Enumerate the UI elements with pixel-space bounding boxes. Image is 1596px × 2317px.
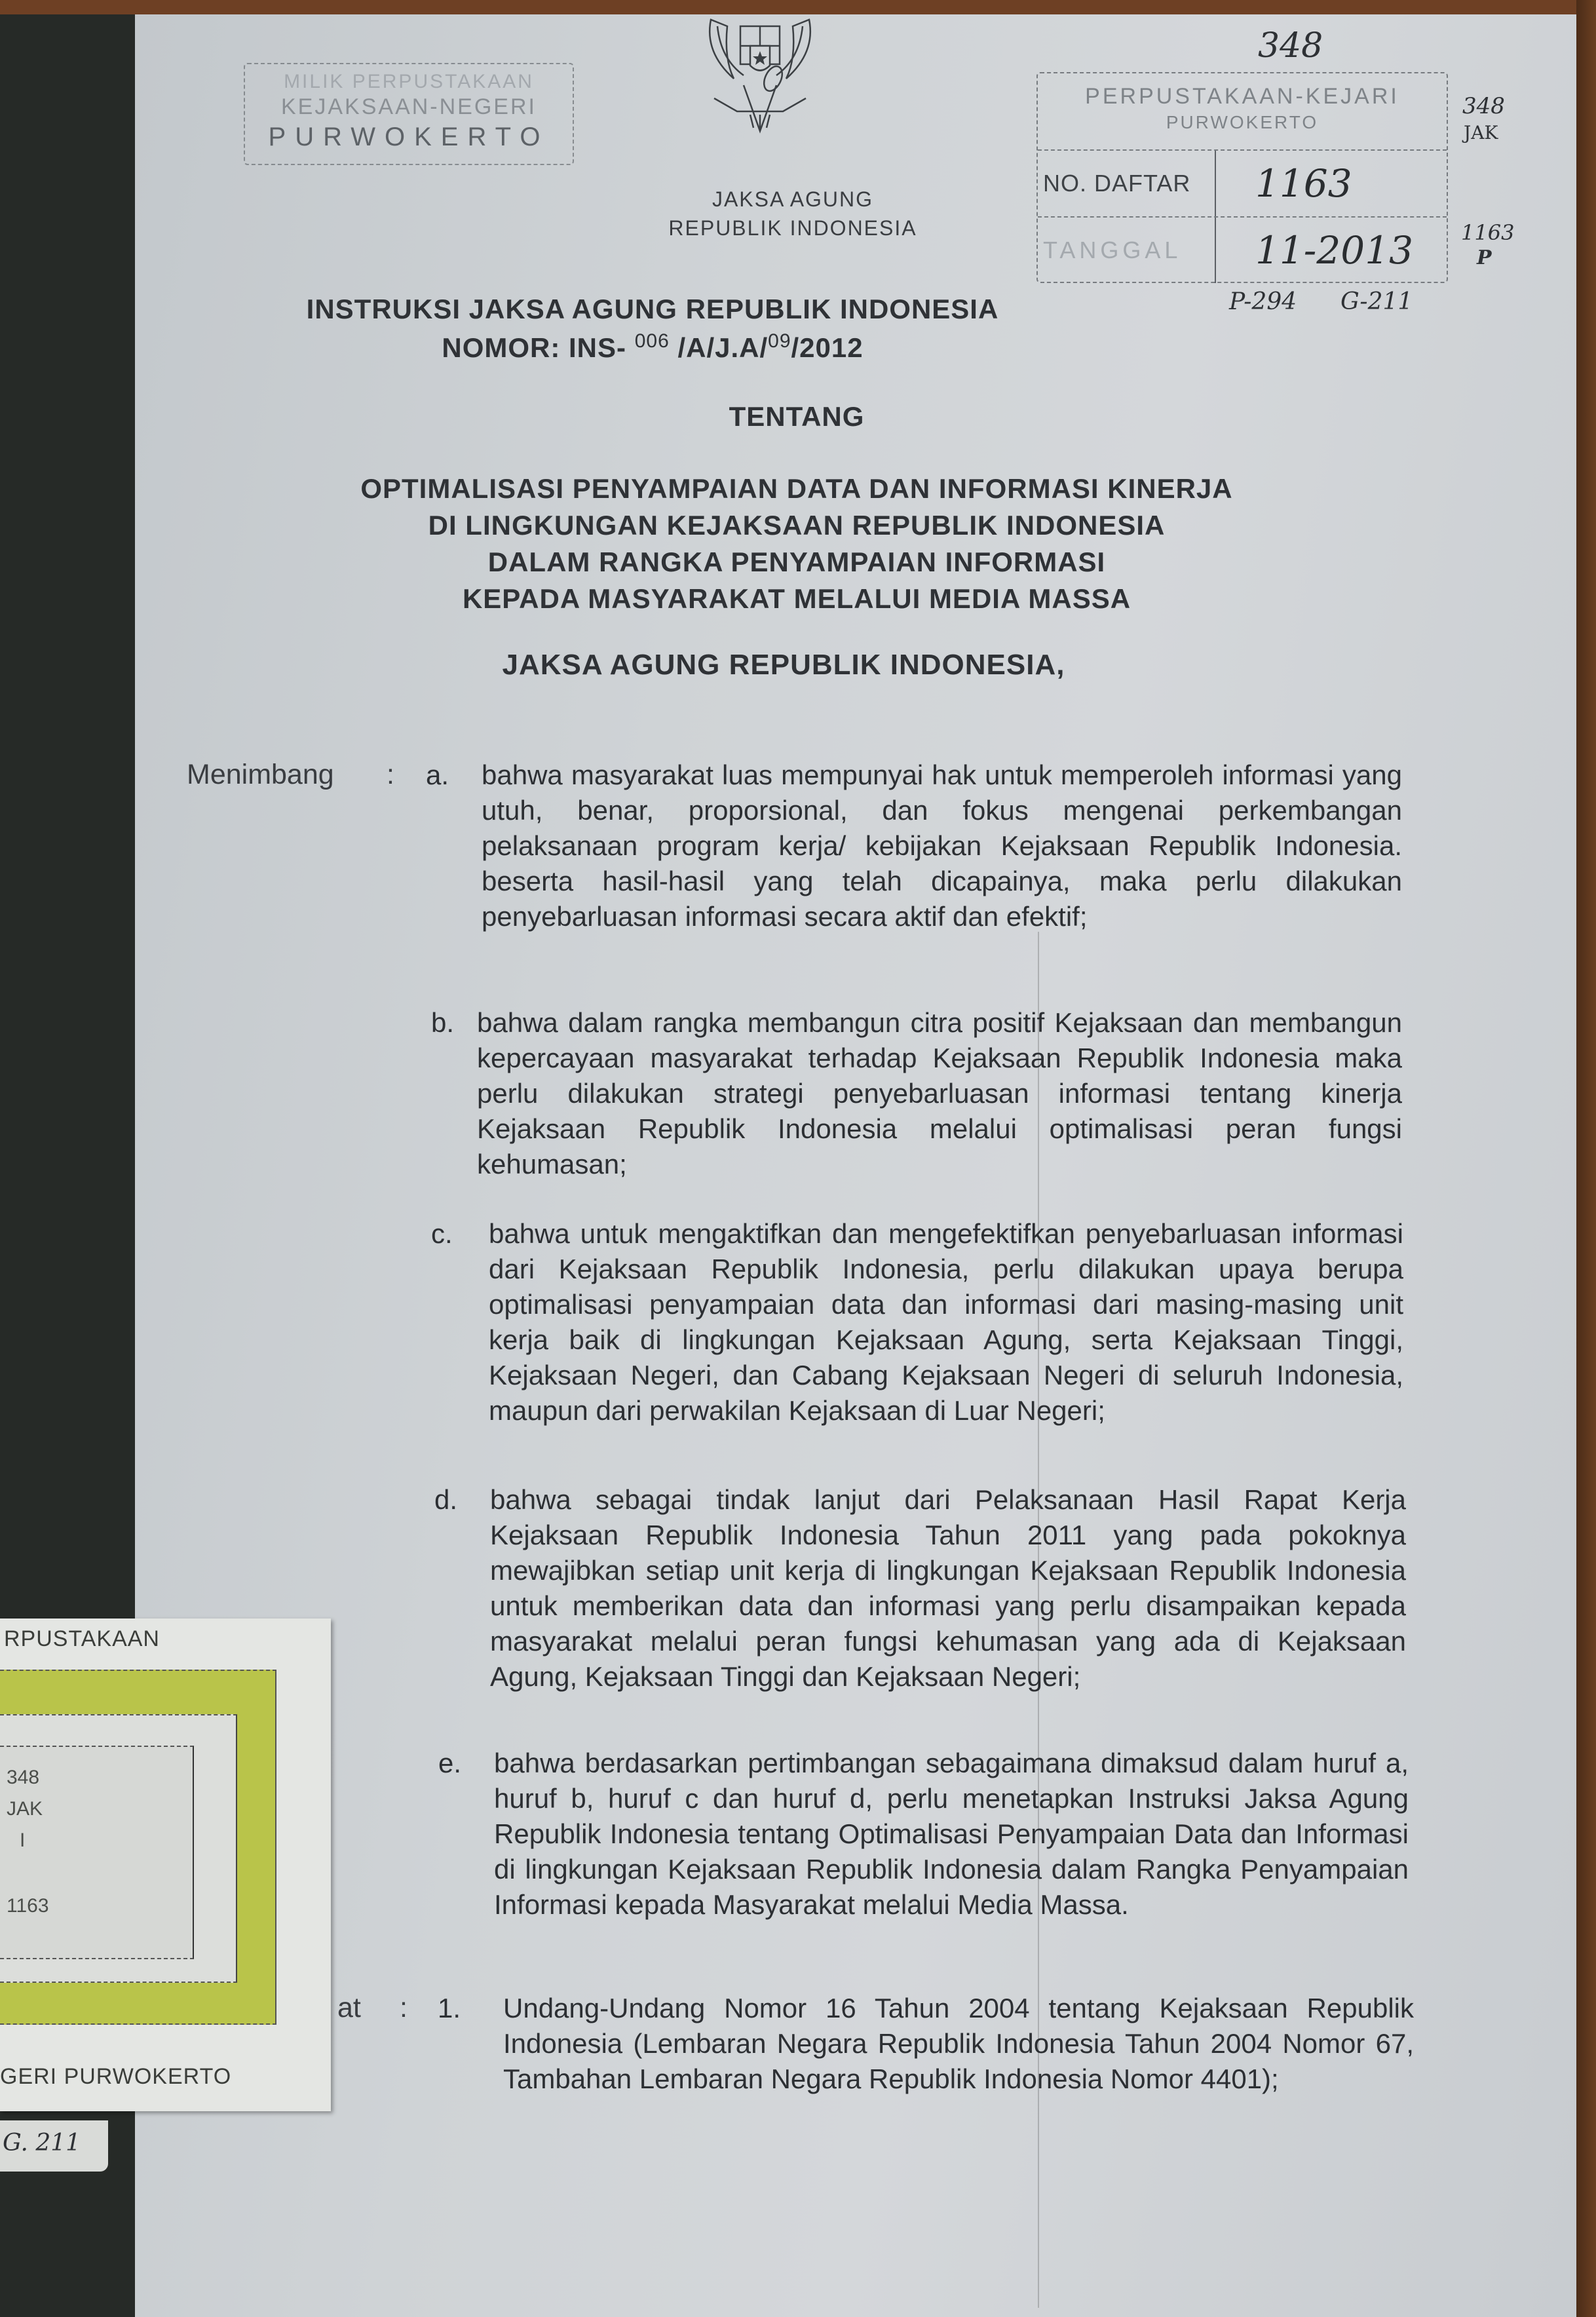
call-number-author: JAK	[7, 1798, 43, 1820]
library-ownership-stamp	[244, 63, 574, 165]
handwritten-side-number: 348	[1462, 93, 1505, 119]
item-text: Undang-Undang Nomor 16 Tahun 2004 tentang Kejaksaan Republik Indonesia (Lembaran Negara Republik Indonesia Tahun 2004 Nomor 67, Tambahan Lembaran Negara Republik Indonesia Nomor 4401);	[503, 1993, 1414, 2094]
item-letter: c.	[431, 1218, 453, 1249]
subject-block	[135, 470, 1576, 617]
item-letter: a.	[426, 759, 449, 790]
letterhead	[622, 185, 963, 242]
handwritten-side-mark: P	[1477, 246, 1492, 269]
wood-surface-right	[1576, 0, 1596, 2317]
handwritten-ref-g: G-211	[1340, 288, 1413, 315]
item-letter: e.	[438, 1748, 462, 1778]
item-number: 1.	[438, 1993, 461, 2023]
item-text: bahwa masyarakat luas mempunyai hak untuk memperoleh informasi yang utuh, benar, proporsional, dan fokus mengenai perkembangan pelaksanaan program kerja/ kebijakan Kejaksaan Republik Indonesia. beserta hasil-hasil yang telah dicapainya, maka perlu dilakukan penyebarluasan informasi secara aktif dan efektif;	[482, 759, 1402, 932]
sticker-frame-inner	[0, 1746, 194, 1959]
item-text: bahwa sebagai tindak lanjut dari Pelaksanaan Hasil Rapat Kerja Kejaksaan Republik Indonesia Tahun 2011 yang pada pokoknya mewajibkan setiap unit kerja di lingkungan Kejaksaan Republik Indonesia untuk memberikan data dan informasi yang perlu disampaikan kepada masyarakat melalui peran fungsi kehumasan yang ada di Kejaksaan Agung, Kejaksaan Tinggi dan Kejaksaan Negeri;	[490, 1484, 1406, 1692]
handwritten-ref-p: P-294	[1229, 288, 1297, 315]
letterhead-line-1: JAKSA AGUNG	[712, 187, 874, 211]
tanggal-label: TANGGAL	[1038, 218, 1216, 283]
item-text: bahwa dalam rangka membangun citra positif Kejaksaan dan membangun kepercayaan masyarakat terhadap Kejaksaan Republik Indonesia maka perlu dilakukan strategi penyebarluasan informasi tentang kinerja Kejaksaan Republik Indonesia melalui optimalisasi peran fungsi kehumasan;	[477, 1007, 1402, 1179]
number-mid: /A/J.A/	[677, 332, 769, 363]
observing-colon: :	[400, 1992, 408, 2023]
subject-line-1: OPTIMALISASI PENYAMPAIAN DATA DAN INFORMASI KINERJA	[360, 473, 1233, 504]
handwritten-top-number: 348	[1258, 26, 1323, 66]
library-registration-stamp	[1036, 72, 1448, 283]
considering-item-a	[426, 757, 1402, 934]
considering-item-c	[431, 1216, 1403, 1428]
observing-item-1	[438, 1991, 1414, 2097]
tanggal-value: 11-2013	[1255, 228, 1414, 273]
shelf-label-text: G. 211	[3, 2130, 81, 2156]
subject-line-3: DALAM RANGKA PENYAMPAIAN INFORMASI	[487, 546, 1106, 577]
number-prefix: NOMOR: INS-	[442, 332, 627, 363]
about-heading: TENTANG	[729, 401, 865, 432]
document-title: INSTRUKSI JAKSA AGUNG REPUBLIK INDONESIA	[306, 294, 999, 324]
number-month: 09	[768, 330, 791, 352]
call-number-register: 1163	[7, 1895, 49, 1917]
library-call-number-sticker	[0, 1618, 331, 2111]
shelf-label	[0, 2120, 108, 2172]
document-number	[135, 330, 1576, 364]
sticker-frame-mid	[0, 1714, 237, 1983]
letterhead-line-2: REPUBLIK INDONESIA	[668, 216, 917, 240]
subject-line-4: KEPADA MASYARAKAT MELALUI MEDIA MASSA	[462, 583, 1131, 614]
registration-stamp-city: PURWOKERTO	[1166, 112, 1319, 132]
handwritten-side-register: 1163	[1461, 220, 1515, 245]
item-text: bahwa berdasarkan pertimbangan sebagaimana dimaksud dalam huruf a, huruf b, huruf c dan huruf d, perlu menetapkan Instruksi Jaksa Agung Republik Indonesia tentang Optimalisasi Penyampaian Data dan Informasi di lingkungan Kejaksaan Republik Indonesia dalam Rangka Penyampaian Informasi kepada Masyarakat melalui Media Massa.	[494, 1748, 1409, 1920]
no-daftar-label: NO. DAFTAR	[1038, 151, 1216, 216]
considering-item-d	[434, 1482, 1406, 1695]
registration-stamp-title: PERPUSTAKAAN-KEJARI	[1085, 84, 1399, 109]
considering-label: Menimbang	[187, 759, 334, 790]
item-letter: d.	[434, 1484, 458, 1515]
considering-colon: :	[387, 759, 394, 790]
stamp-line-1: MILIK PERPUSTAKAAN	[284, 71, 534, 92]
handwritten-side-code: JAK	[1464, 122, 1498, 144]
garuda-emblem-icon	[698, 0, 822, 138]
sticker-footer: GERI PURWOKERTO	[0, 2064, 232, 2089]
considering-item-b	[431, 1005, 1402, 1182]
item-text: bahwa untuk mengaktifkan dan mengefektifkan penyebarluasan informasi dari Kejaksaan Republik Indonesia, perlu dilakukan upaya berupa optimalisasi penyampaian data dan informasi dari masing-masing unit kerja baik di lingkungan Kejaksaan Agung, serta Kejaksaan Tinggi, Kejaksaan Negeri, dan Cabang Kejaksaan Negeri di seluruh Indonesia, maupun dari perwakilan Kejaksaan di Luar Negeri;	[489, 1218, 1403, 1426]
number-seq: 006	[634, 330, 670, 352]
observing-label-fragment: at	[337, 1992, 361, 2023]
number-year: /2012	[791, 332, 864, 363]
stamp-line-3: PURWOKERTO	[268, 123, 550, 151]
subject-line-2: DI LINGKUNGAN KEJAKSAAN REPUBLIK INDONESIA	[428, 510, 1166, 541]
stamp-line-2: KEJAKSAAN-NEGERI	[281, 94, 537, 119]
sticker-frame-outer	[0, 1670, 276, 2025]
sticker-header: RPUSTAKAAN	[4, 1626, 160, 1651]
item-letter: b.	[431, 1007, 455, 1038]
considering-item-e	[438, 1746, 1409, 1923]
call-number-class: 348	[7, 1767, 40, 1788]
addressee: JAKSA AGUNG REPUBLIK INDONESIA,	[502, 649, 1065, 681]
call-number-title: I	[20, 1829, 26, 1851]
no-daftar-value: 1163	[1255, 161, 1352, 206]
